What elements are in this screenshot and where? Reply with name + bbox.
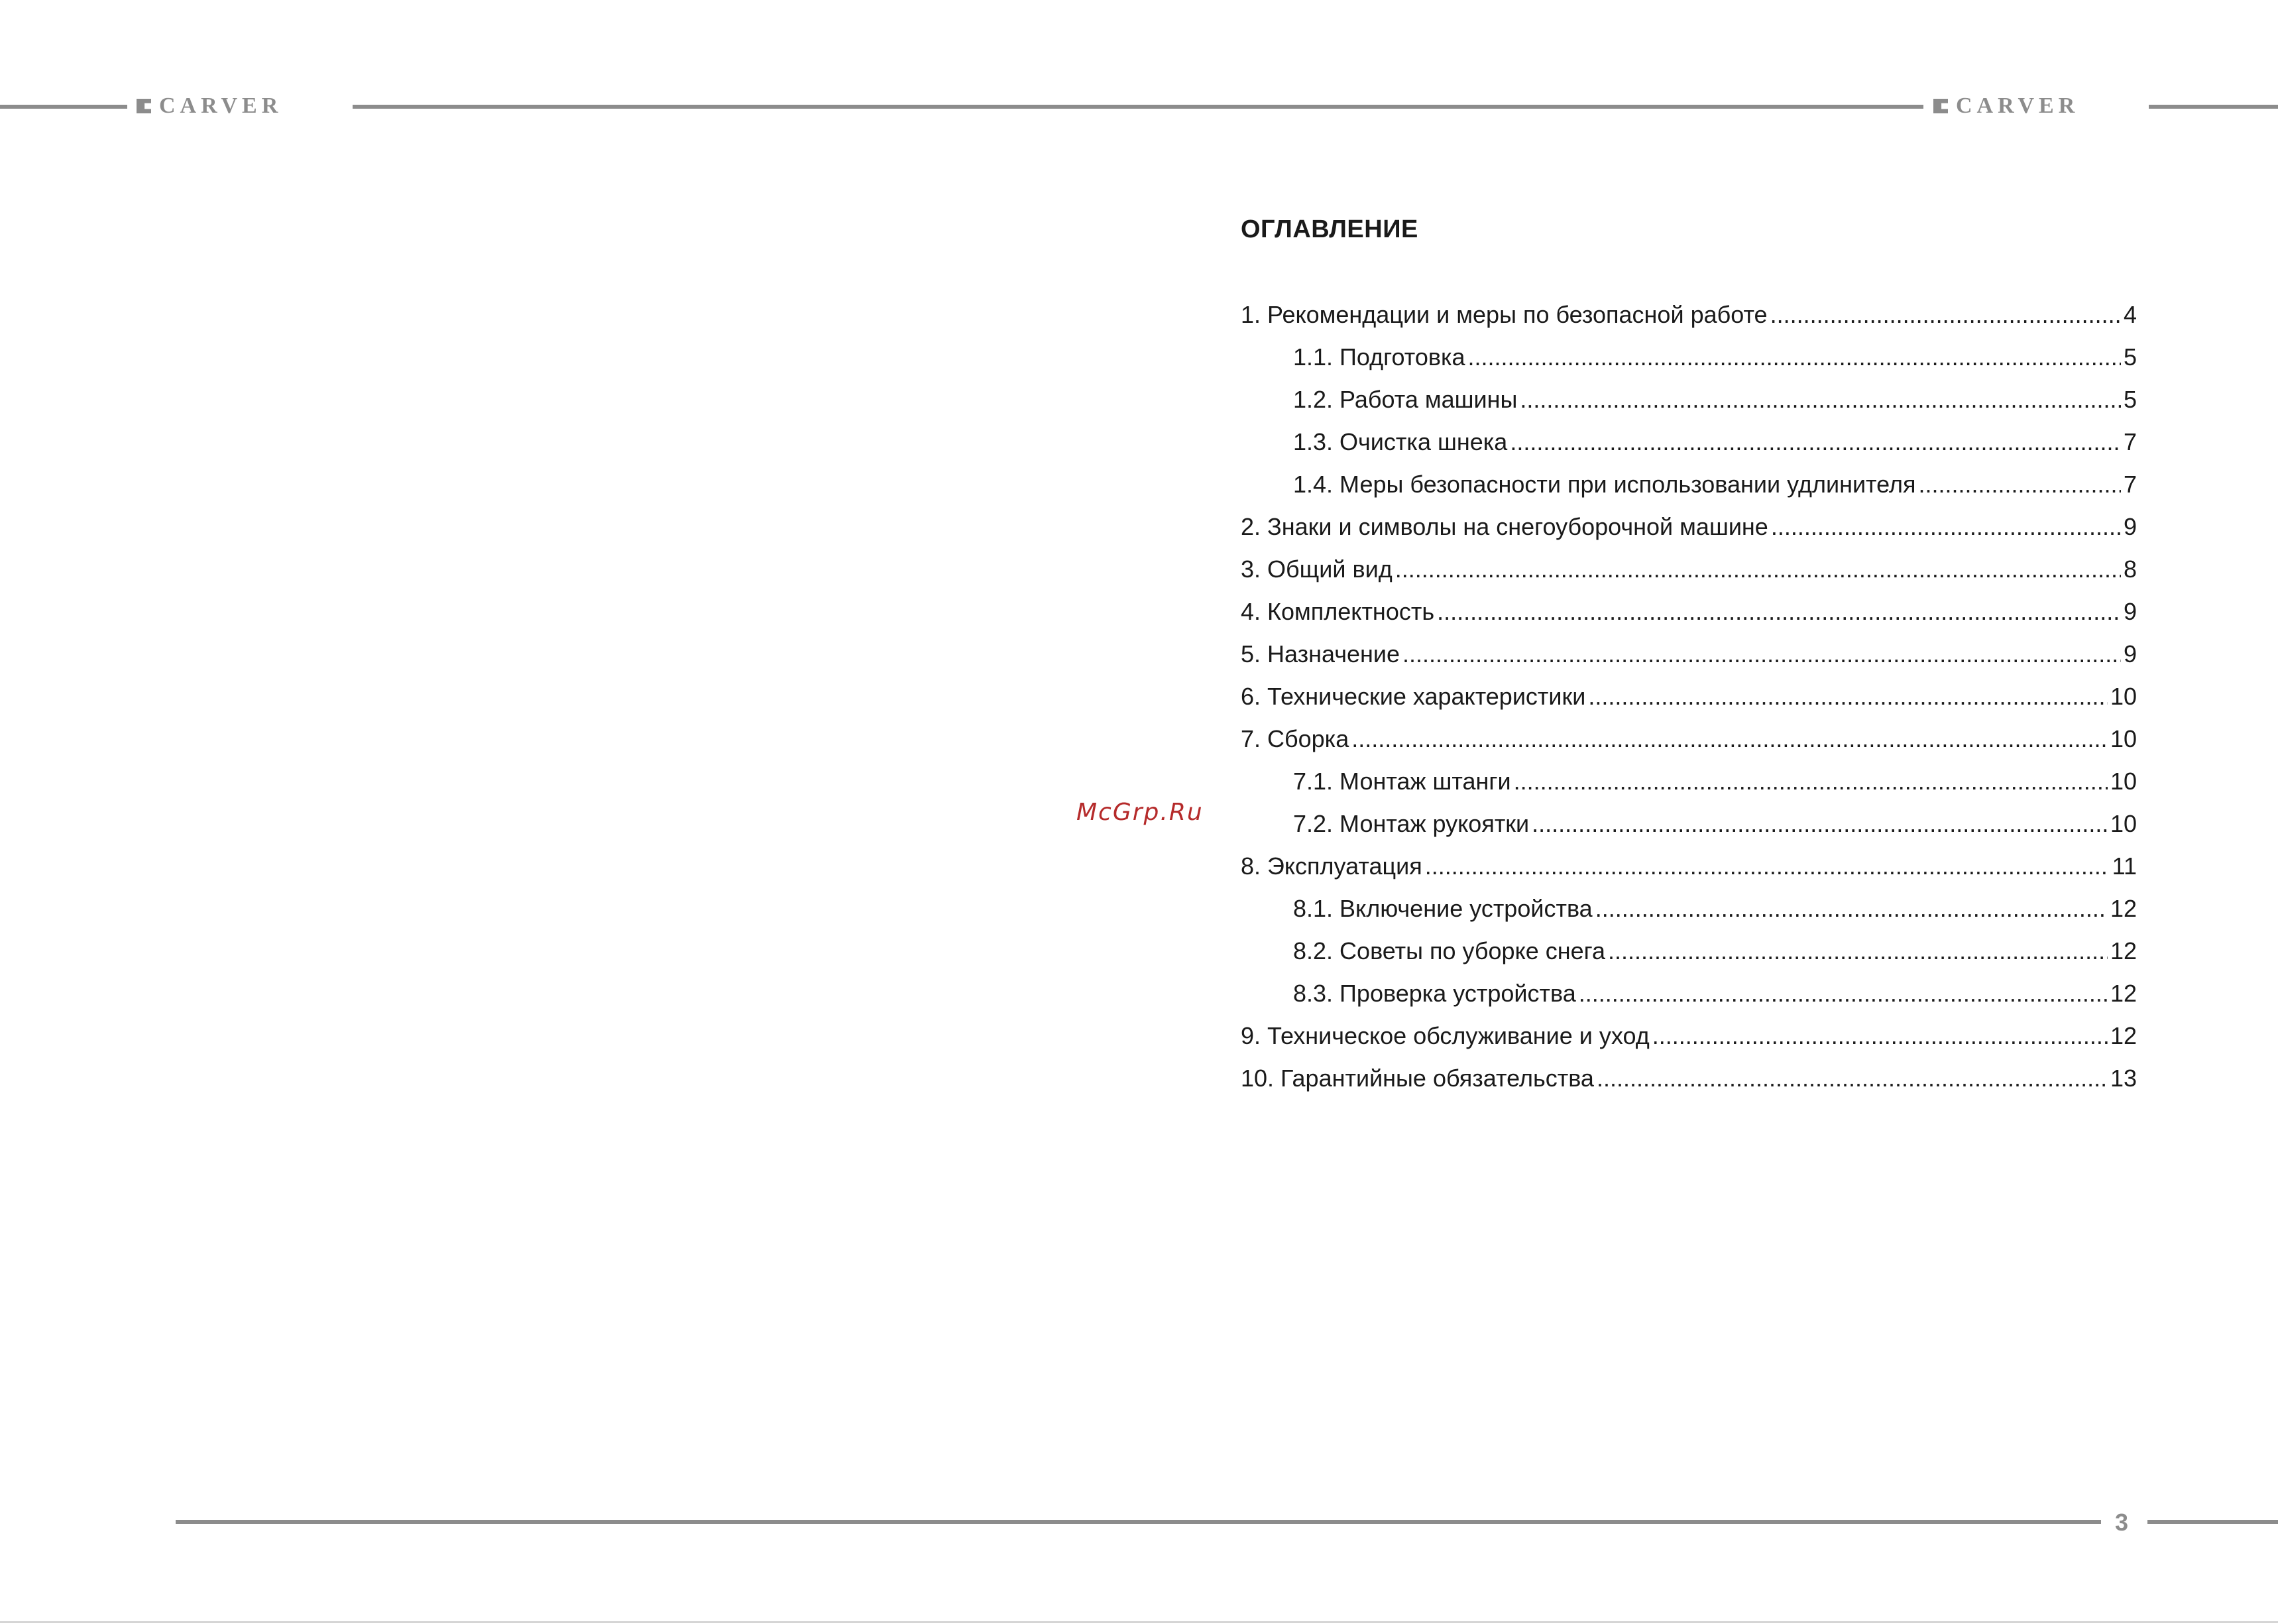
toc-entry[interactable] (1241, 888, 2137, 930)
brand-name-left: CARVER (159, 93, 283, 118)
toc-title: ОГЛАВЛЕНИЕ (1241, 215, 1418, 243)
toc-entry-label: 4. Комплектность (1241, 598, 1435, 625)
carver-logo-mark-icon (137, 99, 151, 113)
toc-entry-label: 8. Эксплуатация (1241, 852, 1422, 880)
brand-logo-left (137, 93, 283, 118)
toc-entry[interactable] (1241, 633, 2137, 675)
toc-entry-page-number: 11 (2112, 852, 2137, 880)
toc-entry-label: 7. Сборка (1241, 725, 1349, 752)
toc-entry[interactable] (1241, 718, 2137, 760)
toc-entry-label: 1.2. Работа машины (1293, 386, 1518, 413)
toc-entry[interactable] (1241, 294, 2137, 336)
toc-entry-label: 2. Знаки и символы на снегоуборочной машине (1241, 513, 1768, 540)
toc-entry-page-number: 12 (2110, 937, 2137, 964)
carver-logo-mark-icon (1933, 99, 1948, 113)
toc-entry-label: 7.1. Монтаж штанги (1293, 768, 1511, 795)
toc-entry[interactable] (1241, 972, 2137, 1015)
toc-entry-page-number: 10 (2110, 810, 2137, 837)
toc-entry-leader-dots (1514, 760, 2108, 803)
toc-entry[interactable] (1241, 760, 2137, 803)
toc-entry[interactable] (1241, 421, 2137, 463)
toc-entry-leader-dots (1595, 888, 2108, 930)
toc-entry[interactable] (1241, 548, 2137, 591)
toc-entry-label: 8.3. Проверка устройства (1293, 980, 1576, 1007)
toc-entry[interactable] (1241, 675, 2137, 718)
toc-entry-leader-dots (1588, 675, 2108, 718)
toc-entry[interactable] (1241, 845, 2137, 888)
toc-entry-leader-dots (1510, 421, 2121, 463)
toc-entry-label: 7.2. Монтаж рукоятки (1293, 810, 1530, 837)
toc-entry-leader-dots (1425, 845, 2110, 888)
toc-entry-leader-dots (1579, 972, 2108, 1015)
toc-entry-label: 1.4. Меры безопасности при использовании удлинителя (1293, 471, 1916, 498)
toc-entry-leader-dots (1532, 803, 2108, 845)
header-rule-right-segment (2149, 105, 2278, 109)
toc-entry-page-number: 10 (2110, 768, 2137, 795)
toc-entry[interactable] (1241, 378, 2137, 421)
toc-entry-page-number: 12 (2110, 1022, 2137, 1049)
toc-entry-leader-dots (1468, 336, 2121, 378)
footer-rule-left (176, 1520, 2101, 1524)
toc-entry-leader-dots (1652, 1015, 2108, 1057)
toc-entry-page-number: 4 (2123, 301, 2137, 328)
toc-entry-label: 9. Техническое обслуживание и уход (1241, 1022, 1650, 1049)
toc-entry[interactable] (1241, 1057, 2137, 1100)
header-rule-middle (353, 105, 1923, 109)
toc-entry-label: 8.1. Включение устройства (1293, 895, 1593, 922)
toc-entry-leader-dots (1351, 718, 2108, 760)
toc-entry[interactable] (1241, 1015, 2137, 1057)
toc-entry-leader-dots (1437, 591, 2121, 633)
toc-entry-page-number: 7 (2123, 471, 2137, 498)
page-bottom-edge (0, 1621, 2278, 1623)
toc-entry-leader-dots (1918, 463, 2121, 506)
toc-entry-page-number: 9 (2123, 598, 2137, 625)
toc-entry-label: 5. Назначение (1241, 640, 1400, 667)
toc-entry-label: 8.2. Советы по уборке снега (1293, 937, 1606, 964)
header-rule-left-segment (0, 105, 127, 109)
toc-entry[interactable] (1241, 336, 2137, 378)
toc-entry[interactable] (1241, 463, 2137, 506)
toc-entry-label: 1. Рекомендации и меры по безопасной работе (1241, 301, 1768, 328)
toc-entry-page-number: 8 (2123, 555, 2137, 583)
toc-entry-leader-dots (1520, 378, 2121, 421)
toc-entry-page-number: 12 (2110, 895, 2137, 922)
toc-entry-page-number: 10 (2110, 683, 2137, 710)
toc-entry-page-number: 12 (2110, 980, 2137, 1007)
brand-name-right: CARVER (1956, 93, 2080, 118)
toc-entry[interactable] (1241, 591, 2137, 633)
footer-rule-right (2147, 1520, 2278, 1524)
watermark-text: McGrp.Ru (1076, 799, 1204, 826)
toc-entry-leader-dots (1608, 930, 2108, 972)
toc-entry-label: 3. Общий вид (1241, 555, 1393, 583)
toc-entry-label: 10. Гарантийные обязательства (1241, 1065, 1594, 1092)
toc-entry-label: 1.3. Очистка шнека (1293, 428, 1508, 455)
toc-entry[interactable] (1241, 506, 2137, 548)
toc-entry[interactable] (1241, 803, 2137, 845)
toc-entry-leader-dots (1395, 548, 2121, 591)
brand-logo-right (1933, 93, 2080, 118)
toc-entry-page-number: 9 (2123, 513, 2137, 540)
toc-entry-page-number: 9 (2123, 640, 2137, 667)
toc-entry-leader-dots (1597, 1057, 2108, 1100)
toc-entry-page-number: 10 (2110, 725, 2137, 752)
page-number: 3 (2114, 1509, 2129, 1536)
toc-entry-label: 1.1. Подготовка (1293, 343, 1465, 371)
toc-entry[interactable] (1241, 930, 2137, 972)
toc-list (1241, 294, 2137, 1100)
toc-entry-page-number: 5 (2123, 343, 2137, 371)
toc-entry-leader-dots (1402, 633, 2121, 675)
toc-entry-page-number: 5 (2123, 386, 2137, 413)
toc-entry-label: 6. Технические характеристики (1241, 683, 1586, 710)
toc-entry-leader-dots (1770, 294, 2121, 336)
toc-entry-page-number: 13 (2110, 1065, 2137, 1092)
toc-entry-leader-dots (1771, 506, 2121, 548)
toc-entry-page-number: 7 (2123, 428, 2137, 455)
